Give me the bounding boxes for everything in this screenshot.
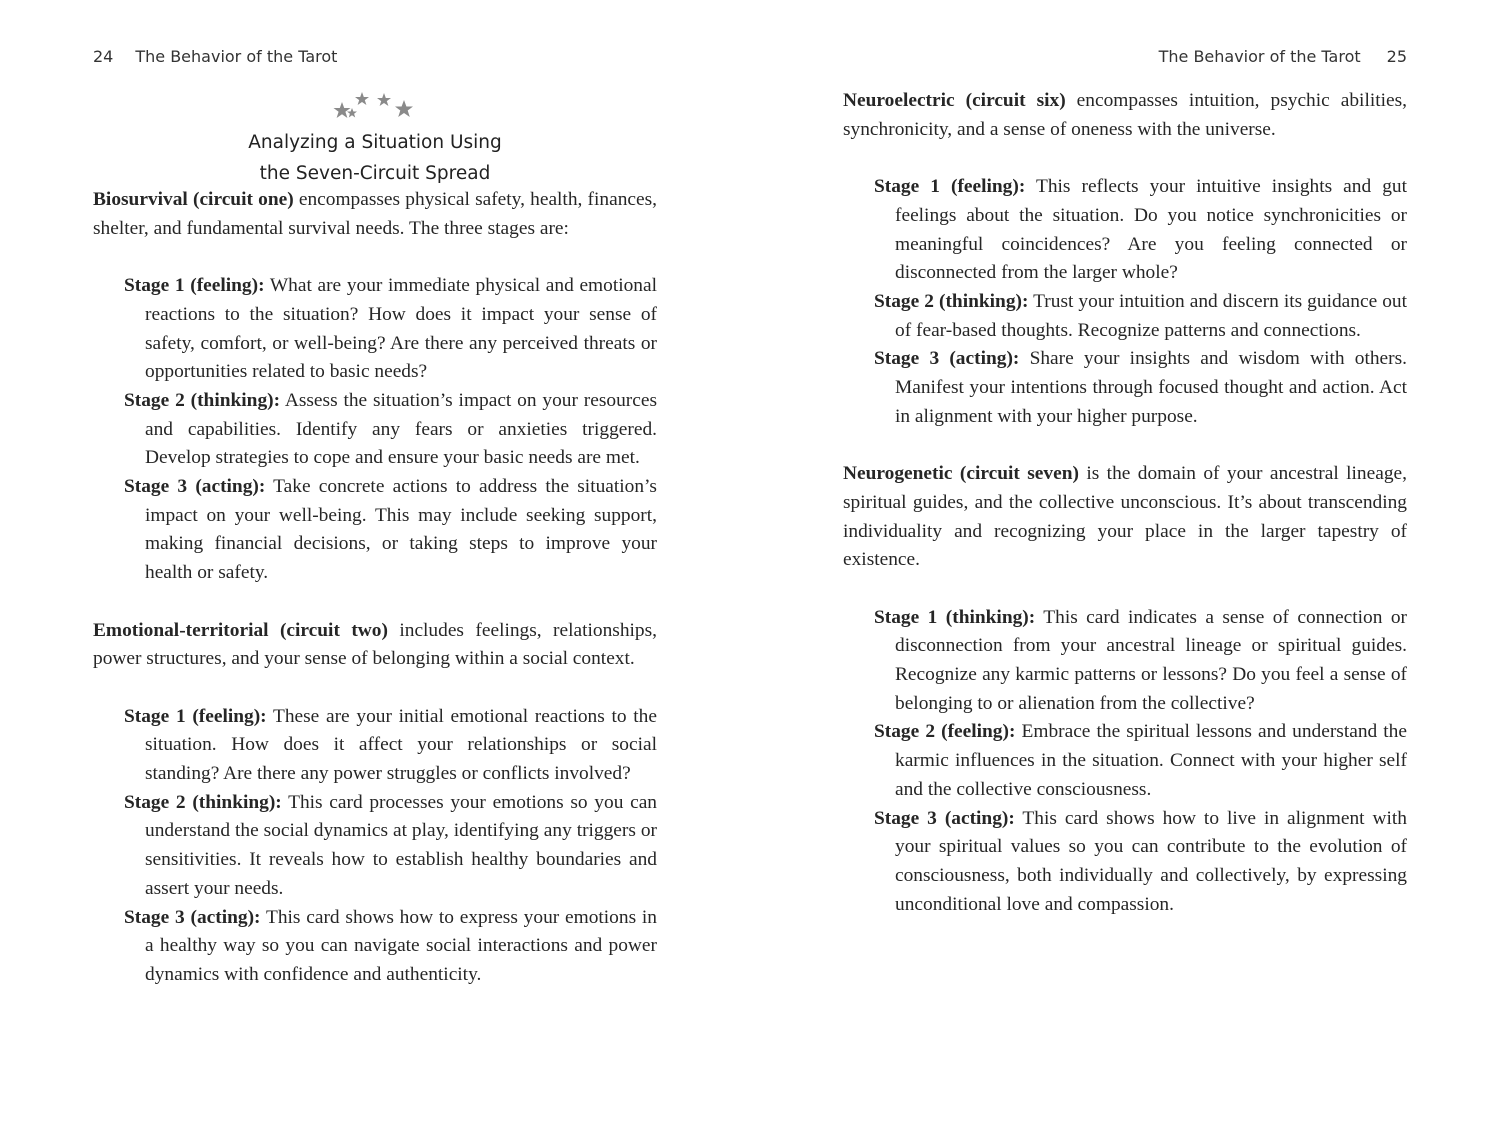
stage-text: Take concrete actions to address the situation’s impact on your well-being. This may include seeking support, making financial decisions, or taking steps to improve your health or safety. — [145, 476, 657, 584]
circuit-one-title: Biosurvival (circuit one) — [93, 189, 294, 210]
stage-label: Stage 2 (thinking): — [124, 791, 282, 813]
running-head-title-right: The Behavior of the Tarot — [1158, 47, 1361, 66]
right-page — [843, 0, 1407, 1125]
stage-item — [124, 387, 657, 473]
section-heading — [93, 90, 657, 188]
stage-text: Share your insights and wisdom with others. Manifest your intentions through focused thought and action. Act in alignment with your higher purpose. — [895, 348, 1407, 427]
stage-label: Stage 2 (thinking): — [874, 290, 1029, 312]
stage-text: This card processes your emotions so you can understand the social dynamics at play, identifying any triggers or sensitivities. It reveals how to establish healthy boundaries and assert your needs. — [145, 791, 657, 899]
stage-item — [124, 473, 657, 588]
stage-item — [874, 288, 1407, 345]
stage-label: Stage 1 (feeling): — [874, 176, 1026, 198]
stage-item — [874, 345, 1407, 431]
stage-item — [874, 173, 1407, 288]
circuit-two-text: includes feelings, relationships, power structures, and your sense of belonging within a social context. — [93, 619, 657, 670]
right-body — [843, 87, 1407, 919]
stage-text: Assess the situation’s impact on your resources and capabilities. Identify any fears or anxieties triggered. Develop strategies to cope and ensure your basic needs are met. — [145, 389, 657, 469]
stage-text: These are your initial emotional reactions to the situation. How does it affect your relationships or social standing? Are there any power struggles or conflicts involved? — [145, 705, 657, 785]
stage-text: This reflects your intuitive insights and gut feelings about the situation. Do you notice synchronicities or meaningful coincidences? Are you feeling connected or disconnected from the larger whole? — [895, 176, 1407, 284]
running-head-left — [93, 47, 337, 66]
running-head-title-left: The Behavior of the Tarot — [135, 47, 338, 66]
circuit-six-intro — [843, 87, 1407, 144]
circuit-two-title: Emotional-territorial (circuit two) — [93, 619, 388, 641]
stage-item — [124, 789, 657, 904]
page-number-right: 25 — [1386, 47, 1407, 66]
heading-line-1: Analyzing a Situation Using — [248, 132, 502, 153]
stage-label: Stage 1 (feeling): — [124, 275, 265, 297]
stage-label: Stage 3 (acting): — [874, 807, 1015, 829]
stage-label: Stage 2 (thinking): — [124, 389, 281, 411]
left-page — [93, 0, 657, 1125]
stage-item — [124, 904, 657, 990]
heading-line-2: the Seven-Circuit Spread — [259, 163, 491, 184]
stars-ornament-icon — [330, 90, 420, 126]
circuit-two-intro — [93, 617, 657, 674]
circuit-one-text: encompasses physical safety, health, finances, shelter, and fundamental survival needs. The three stages are: — [93, 189, 657, 239]
stage-label: Stage 2 (feeling): — [874, 721, 1016, 743]
stage-item — [124, 703, 657, 789]
stage-text: Trust your intuition and discern its guidance out of fear-based thoughts. Recognize patterns and connections. — [895, 290, 1407, 341]
stage-label: Stage 1 (feeling): — [124, 705, 267, 727]
stage-text: This card shows how to express your emotions in a healthy way so you can navigate social interactions and power dynamics with confidence and authenticity. — [145, 906, 657, 985]
circuit-seven-title: Neurogenetic (circuit seven) — [843, 463, 1079, 485]
stage-item — [874, 718, 1407, 804]
stage-text: What are your immediate physical and emotional reactions to the situation? How does it impact your sense of safety, comfort, or well-being? Are there any perceived threats or opportunities related to basic needs? — [145, 275, 657, 383]
circuit-seven-intro — [843, 460, 1407, 575]
stage-item — [874, 805, 1407, 920]
stage-label: Stage 3 (acting): — [124, 476, 266, 498]
stage-label: Stage 3 (acting): — [874, 348, 1020, 370]
page-number-left: 24 — [93, 47, 114, 66]
left-body — [93, 186, 657, 990]
stage-item — [874, 604, 1407, 719]
circuit-six-title: Neuroelectric (circuit six) — [843, 90, 1066, 111]
circuit-six-text: encompasses intuition, psychic abilities, synchronicity, and a sense of oneness with the universe. — [843, 90, 1407, 140]
stage-text: This card shows how to live in alignment with your spiritual values so you can contribute to the evolution of consciousness, both individually and collectively, by expressing unconditional love and compassion. — [895, 807, 1407, 915]
stage-label: Stage 1 (thinking): — [874, 606, 1036, 628]
running-head-right — [1159, 47, 1407, 66]
circuit-one-intro — [93, 186, 657, 243]
stage-text: Embrace the spiritual lessons and understand the karmic influences in the situation. Connect with your higher self and the collective consciousness. — [895, 721, 1407, 800]
stage-label: Stage 3 (acting): — [124, 906, 261, 928]
stage-text: This card indicates a sense of connection or disconnection from your ancestral lineage or spiritual guides. Recognize any karmic patterns or lessons? Do you feel a sense of belonging to or alienation from the collective? — [895, 606, 1407, 714]
circuit-seven-text: is the domain of your ancestral lineage, spiritual guides, and the collective unconscious. It’s about transcending individuality and recognizing your place in the larger tapestry of existence. — [843, 463, 1407, 571]
stage-item — [124, 272, 657, 387]
